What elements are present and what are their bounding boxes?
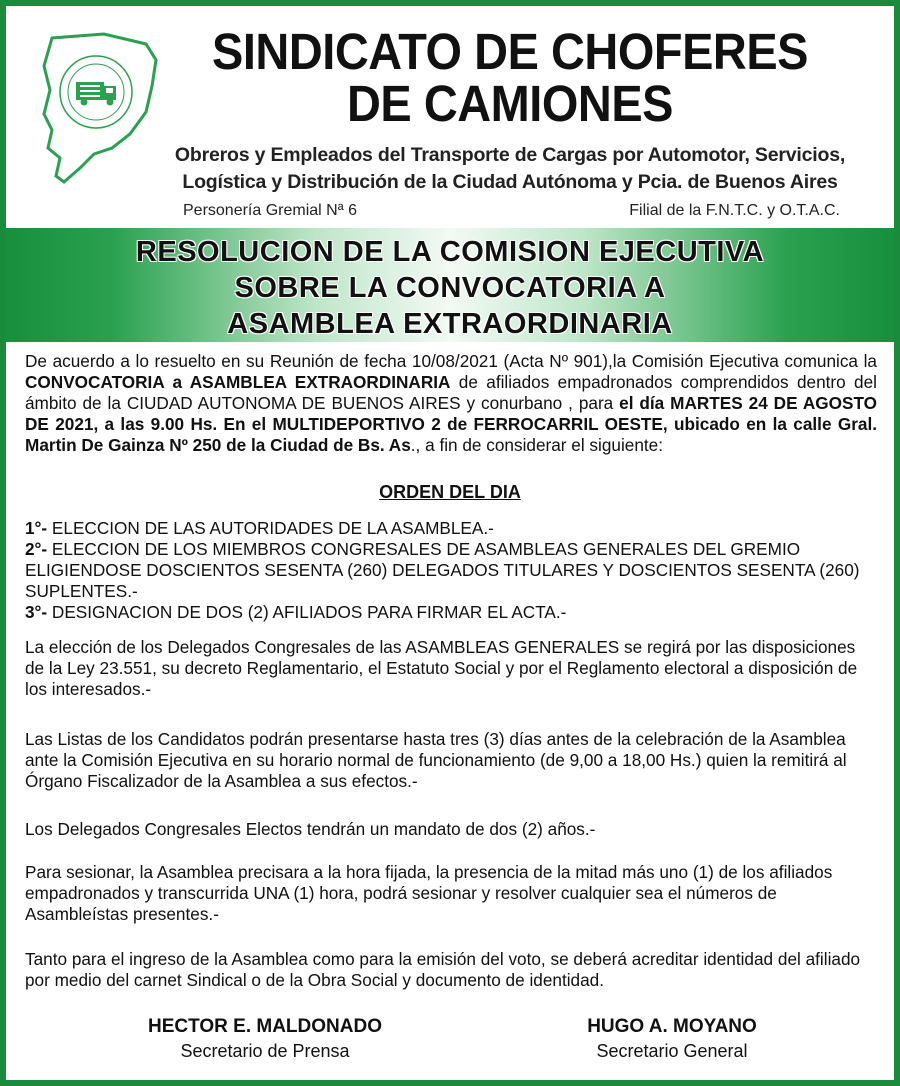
- orden-item: [25, 602, 877, 623]
- signature-block-general: [512, 1015, 832, 1063]
- title-line-1: SINDICATO DE CHOFERES: [211, 23, 809, 80]
- orden-del-dia-title: ORDEN DEL DIA: [379, 482, 521, 502]
- signature-block-prensa: [105, 1015, 425, 1063]
- resolution-title-line-3: ASAMBLEA EXTRAORDINARIA: [227, 308, 673, 340]
- signature-role: Secretario General: [596, 1041, 748, 1061]
- paragraph-candidate-lists: Las Listas de los Candidatos podrán presentarse hasta tres (3) días antes de la celebración de la Asamblea ante la Comisión Ejecutiva en su horario normal de funcionamiento (de 9,00 a 18,00 Hs.) quien la remitirá al Órgano Fiscalizador de la Asamblea a sus efectos.-: [25, 729, 847, 791]
- orden-item-text: ELECCION DE LAS AUTORIDADES DE LA ASAMBLEA.-: [47, 518, 494, 538]
- filial-text: Filial de la F.N.T.C. y O.T.A.C.: [629, 202, 840, 219]
- paragraph-election-rules: La elección de los Delegados Congresales de las ASAMBLEAS GENERALES se regirá por las disposiciones de la Ley 23.551, su decreto Reglamentario, el Estatuto Social y por el Reglamento electoral a disposición de los interesados.-: [25, 637, 858, 699]
- orden-del-dia-list: [25, 518, 877, 623]
- orden-item-text: DESIGNACION DE DOS (2) AFILIADOS PARA FIRMAR EL ACTA.-: [47, 602, 567, 622]
- resolution-title-line-1: RESOLUCION DE LA COMISION EJECUTIVA: [135, 236, 765, 268]
- intro-paragraph: [25, 351, 877, 456]
- paragraph-mandate: Los Delegados Congresales Electos tendrán un mandato de dos (2) años.-: [25, 819, 596, 839]
- orden-item-number: 1°-: [25, 518, 48, 538]
- intro-bold-2: el día MARTES 24 DE AGOSTO DE 2021, a las 9.00 Hs. En el MULTIDEPORTIVO 2 de FERROCARRIL OESTE, ubicado en la calle Gral. Martin De Gainza Nº 250 de la Ciudad de Bs. As: [25, 393, 877, 455]
- union-subtitle: [160, 142, 860, 196]
- intro-text-3: ., a fin de considerar el siguiente:: [410, 435, 664, 455]
- orden-item-text: ELECCION DE LOS MIEMBROS CONGRESALES DE ASAMBLEAS GENERALES DEL GREMIO ELIGIENDOSE DOSCIENTOS SESENTA (260) DELEGADOS TITULARES Y DOSCIENTOS SESENTA (260) SUPLENTES.-: [25, 539, 860, 601]
- subtitle-line-1: Obreros y Empleados del Transporte de Cargas por Automotor, Servicios,: [174, 144, 846, 166]
- union-logo: [34, 30, 164, 190]
- intro-text-1: De acuerdo a lo resuelto en su Reunión de fecha 10/08/2021 (Acta Nº 901),la Comisión Ejecutiva comunica la: [25, 351, 877, 371]
- signature-role: Secretario de Prensa: [180, 1041, 350, 1061]
- intro-bold-1: CONVOCATORIA a ASAMBLEA EXTRAORDINARIA: [25, 372, 451, 392]
- orden-item-number: 2°-: [25, 539, 48, 559]
- orden-item-number: 3°-: [25, 602, 48, 622]
- personeria-gremial: Personería Gremial Nª 6: [183, 202, 357, 219]
- paragraph-quorum: Para sesionar, la Asamblea precisara a la hora fijada, la presencia de la mitad más uno (1) de los afiliados empadronados y transcurrida UNA (1) hora, podrá sesionar y resolver cualquier sea el números de Asambleístas presentes.-: [25, 862, 833, 924]
- resolution-title-line-2: SOBRE LA CONVOCATORIA A: [234, 272, 666, 304]
- orden-item: [25, 518, 877, 539]
- signature-name: HUGO A. MOYANO: [587, 1016, 757, 1037]
- paragraph-identity: Tanto para el ingreso de la Asamblea como para la emisión del voto, se deberá acreditar identidad del afiliado por medio del carnet Sindical o de la Obra Social y documento de identidad.: [25, 949, 861, 990]
- intro-text-2: de afiliados empadronados comprendidos dentro del ámbito de la CIUDAD AUTONOMA DE BUENOS AIRES y conurbano , para: [25, 372, 877, 413]
- title-line-2: DE CAMIONES: [346, 75, 674, 132]
- union-title: [188, 23, 832, 132]
- signature-name: HECTOR E. MALDONADO: [148, 1016, 382, 1037]
- subtitle-line-2: Logística y Distribución de la Ciudad Autónoma y Pcia. de Buenos Aires: [182, 171, 838, 193]
- orden-item: [25, 539, 877, 602]
